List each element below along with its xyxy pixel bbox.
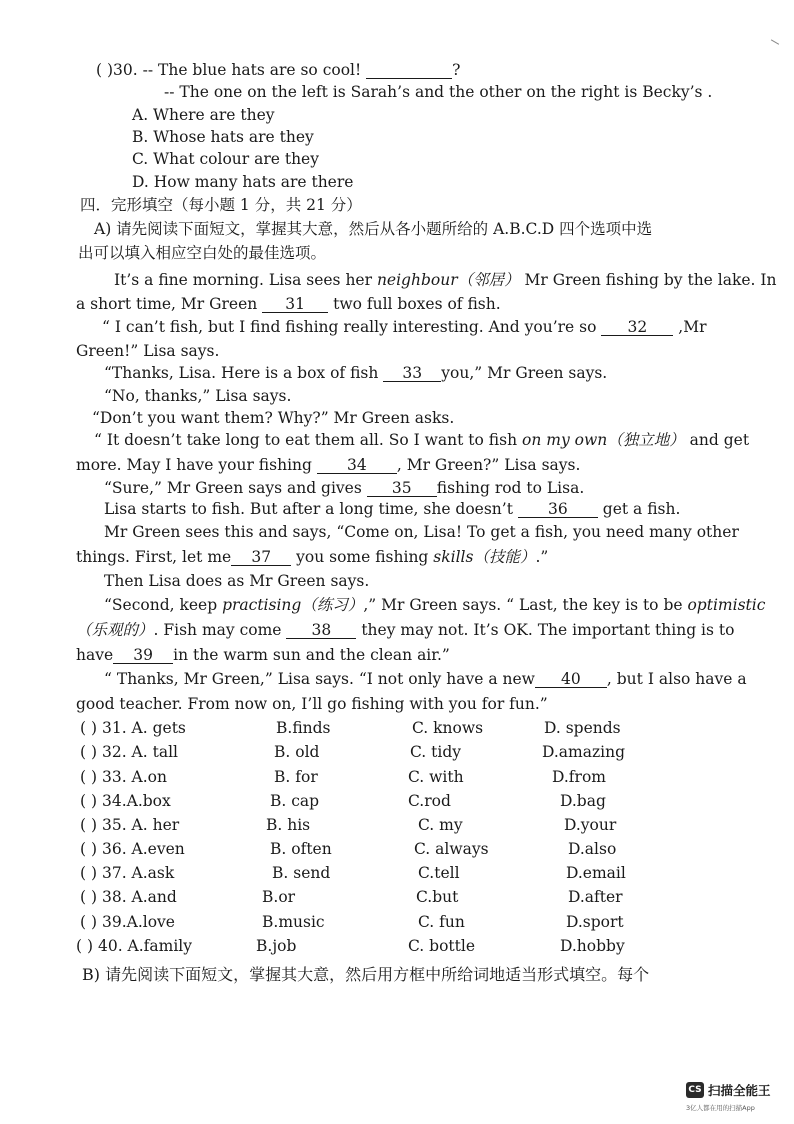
passage-line <box>104 595 765 615</box>
passage-line: Then Lisa does as Mr Green says. <box>104 572 370 590</box>
answer-paren: ( ) <box>80 719 98 737</box>
text: you some fishing <box>291 548 434 566</box>
passage-line <box>76 294 501 314</box>
text: , but I also have a <box>606 670 747 688</box>
scanner-tagline: 3亿人都在用的扫描App <box>686 1104 755 1112</box>
choice-c: C.but <box>416 888 459 906</box>
text: Mr Green fishing by the lake. In <box>519 271 777 289</box>
choice-b: B. his <box>266 816 311 834</box>
choice-c: C. fun <box>418 913 465 931</box>
question-end: ? <box>452 61 461 79</box>
choice-c: C. tidy <box>410 743 462 761</box>
text: they may not. It’s OK. The important thing is to <box>356 621 735 639</box>
choice-c: C. knows <box>412 719 484 737</box>
answer-paren: ( ) <box>76 937 94 955</box>
answer-paren: ( ) <box>80 864 98 882</box>
choice-row <box>80 912 175 932</box>
blank-39: 39 <box>113 647 173 664</box>
text: a short time, Mr Green <box>76 295 263 313</box>
text: and get <box>684 431 750 449</box>
choice-a: 38. A.and <box>101 888 177 906</box>
choice-d: D.email <box>566 864 626 882</box>
passage-line <box>76 547 548 567</box>
choice-a: 34.A.box <box>101 792 171 810</box>
choice-d: D.from <box>552 768 606 786</box>
choice-b: B.job <box>256 937 297 955</box>
question-30 <box>96 60 460 80</box>
instructions-line-2: 出可以填入相应空白处的最佳选项。 <box>78 244 327 262</box>
choice-b: B.music <box>262 913 325 931</box>
passage-line <box>76 620 734 640</box>
choice-c: C. my <box>418 816 463 834</box>
section-b-instructions: B) 请先阅读下面短文，掌握其大意，然后用方框中所给词地适当形式填空。每个 <box>82 965 650 984</box>
option-c: C. What colour are they <box>132 150 319 168</box>
text: .” <box>535 548 549 566</box>
choice-a: 32. A. tall <box>101 743 178 761</box>
choice-c: C. bottle <box>408 937 476 955</box>
choice-b: B. send <box>272 864 331 882</box>
blank-36: 36 <box>518 501 598 518</box>
choice-b: B. cap <box>270 792 320 810</box>
choice-c: C.tell <box>418 864 460 882</box>
text: “Thanks, Lisa. Here is a box of fish <box>104 364 384 382</box>
passage-line <box>76 455 580 475</box>
text: . Fish may come <box>153 621 287 639</box>
choice-b: B. often <box>270 840 332 858</box>
option-b: B. Whose hats are they <box>132 128 314 146</box>
choice-row <box>80 815 179 835</box>
text: , Mr Green?” Lisa says. <box>396 456 581 474</box>
choice-d: D.sport <box>566 913 624 931</box>
text: things. First, let me <box>76 548 232 566</box>
text: fishing rod to Lisa. <box>436 479 585 497</box>
passage-line <box>104 363 607 383</box>
choice-d: D.hobby <box>560 937 625 955</box>
passage-line <box>114 270 777 290</box>
choice-a: 33. A.on <box>101 768 167 786</box>
answer-paren: ( ) <box>80 888 98 906</box>
choice-b: B. old <box>274 743 320 761</box>
answer-paren: ( ) <box>80 840 98 858</box>
question-30-reply: -- The one on the left is Sarah’s and the other on the right is Becky’s . <box>164 83 713 101</box>
choice-c: C.rod <box>408 792 451 810</box>
text: “Second, keep <box>104 596 223 614</box>
scanner-logo-icon: CS <box>686 1082 704 1098</box>
choice-d: D.also <box>568 840 617 858</box>
passage-line <box>94 430 749 450</box>
choice-b: B.finds <box>276 719 331 737</box>
passage-line: “Don’t you want them? Why?” Mr Green asks. <box>92 409 455 427</box>
blank-40: 40 <box>535 671 607 688</box>
passage-line: “No, thanks,” Lisa says. <box>104 387 292 405</box>
text: ,” Mr Green says. “ Last, the key is to be <box>363 596 688 614</box>
answer-paren: ( ) <box>80 913 98 931</box>
gloss: neighbour（邻居） <box>376 271 520 289</box>
gloss: practising（练习） <box>222 596 364 614</box>
question-stem: 30. -- The blue hats are so cool! <box>113 61 362 79</box>
passage-line: Green!” Lisa says. <box>76 342 220 360</box>
answer-paren: ( ) <box>80 743 98 761</box>
text: more. May I have your fishing <box>76 456 317 474</box>
passage-line <box>102 317 707 337</box>
choice-b: B.or <box>262 888 296 906</box>
text: you,” Mr Green says. <box>441 364 608 382</box>
passage-line <box>104 669 747 689</box>
choice-row <box>80 742 178 762</box>
choice-d: D.amazing <box>542 743 626 761</box>
choice-a: 39.A.love <box>101 913 175 931</box>
option-d: D. How many hats are there <box>132 173 354 191</box>
blank-31: 31 <box>262 296 328 313</box>
scan-mark <box>771 34 782 45</box>
text: ,Mr <box>673 318 707 336</box>
answer-paren: ( ) <box>96 61 114 79</box>
blank-33: 33 <box>383 365 441 382</box>
text: Lisa starts to fish. But after a long time, she doesn’t <box>104 500 518 518</box>
choice-row <box>80 839 185 859</box>
choice-d: D. spends <box>544 719 621 737</box>
gloss: on my own（独立地） <box>522 431 685 449</box>
passage-line <box>76 645 450 665</box>
text: “ Thanks, Mr Green,” Lisa says. “I not only have a new <box>104 670 535 688</box>
text: two full boxes of fish. <box>328 295 501 313</box>
gloss: skills（技能） <box>433 548 536 566</box>
choice-row <box>80 791 171 811</box>
choice-row <box>80 887 177 907</box>
gloss: optimistic <box>687 596 766 614</box>
text: get a fish. <box>597 500 681 518</box>
choice-row <box>80 718 186 738</box>
section-heading: 四．完形填空（每小题 1 分，共 21 分） <box>80 196 362 214</box>
choice-d: D.after <box>568 888 623 906</box>
answer-paren: ( ) <box>80 816 98 834</box>
answer-blank <box>366 62 452 79</box>
text: It’s a fine morning. Lisa sees her <box>114 271 377 289</box>
text: in the warm sun and the clean air.” <box>173 646 450 664</box>
blank-32: 32 <box>601 319 673 336</box>
answer-paren: ( ) <box>80 768 98 786</box>
blank-37: 37 <box>231 549 291 566</box>
choice-c: C. with <box>408 768 464 786</box>
answer-paren: ( ) <box>80 792 98 810</box>
blank-35: 35 <box>367 480 437 497</box>
text: “ It doesn’t take long to eat them all. So I want to fish <box>94 431 522 449</box>
choice-a: 36. A.even <box>101 840 185 858</box>
choice-a: 37. A.ask <box>101 864 175 882</box>
text: “Sure,” Mr Green says and gives <box>104 479 367 497</box>
choice-c: C. always <box>414 840 489 858</box>
choice-a: 35. A. her <box>101 816 180 834</box>
blank-38: 38 <box>286 622 356 639</box>
choice-d: D.your <box>564 816 617 834</box>
passage-line <box>104 478 584 498</box>
text: have <box>76 646 114 664</box>
choice-row <box>80 863 174 883</box>
choice-b: B. for <box>274 768 318 786</box>
scanner-app-name: 扫描全能王 <box>708 1083 771 1098</box>
passage-line: Mr Green sees this and says, “Come on, Lisa! To get a fish, you need many other <box>104 523 739 541</box>
choice-a: 40. A.family <box>97 937 193 955</box>
choice-d: D.bag <box>560 792 606 810</box>
passage-line: good teacher. From now on, I’ll go fishing with you for fun.” <box>76 695 548 713</box>
choice-a: 31. A. gets <box>101 719 186 737</box>
passage-line <box>104 499 680 519</box>
option-a: A. Where are they <box>132 106 275 124</box>
text: “ I can’t fish, but I find fishing really interesting. And you’re so <box>102 318 602 336</box>
instructions-line-1: A) 请先阅读下面短文，掌握其大意，然后从各小题所给的 A.B.C.D 四个选项中选 <box>94 220 653 238</box>
blank-34: 34 <box>317 457 397 474</box>
gloss: （乐观的） <box>76 621 154 639</box>
choice-row <box>76 936 192 956</box>
choice-row <box>80 767 167 787</box>
